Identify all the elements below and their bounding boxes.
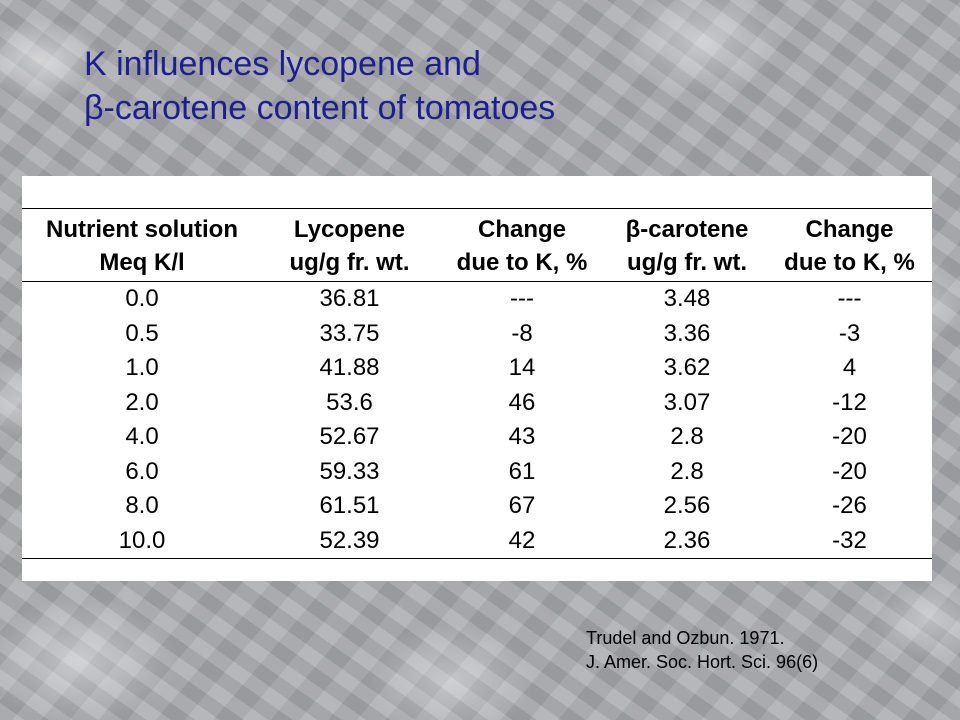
cell-lycopene-change: 43 <box>508 423 536 451</box>
cell-lycopene: 41.88 <box>319 354 380 382</box>
cell-lycopene-change: 67 <box>508 492 536 520</box>
header-lycopene-change: Change due to K, % <box>437 209 607 282</box>
cell-lycopene: 53.6 <box>326 388 373 416</box>
table-row <box>22 489 932 524</box>
cell-lycopene-change: 46 <box>508 388 536 416</box>
cell-k-level: 6.0 <box>125 457 159 485</box>
cell-lycopene-change: 42 <box>437 524 607 559</box>
table-row <box>22 351 932 386</box>
table-row <box>22 317 932 352</box>
table-panel <box>22 176 932 581</box>
cell-beta-carotene: 2.8 <box>670 423 704 451</box>
slide-title <box>84 42 555 130</box>
cell-k-level: 1.0 <box>125 354 159 382</box>
cell-beta-carotene-change: -32 <box>767 524 932 559</box>
citation-line-2: J. Amer. Soc. Hort. Sci. 96(6) <box>586 652 819 672</box>
cell-lycopene: 52.67 <box>319 423 380 451</box>
cell-lycopene-change: -8 <box>511 319 533 347</box>
cell-k-level: 2.0 <box>125 388 159 416</box>
cell-lycopene-change: --- <box>510 285 534 313</box>
cell-beta-carotene: 3.62 <box>663 354 711 382</box>
table-row <box>22 455 932 490</box>
cell-lycopene: 59.33 <box>319 457 380 485</box>
cell-beta-carotene-change: -20 <box>832 457 867 485</box>
cell-beta-carotene: 2.8 <box>670 457 704 485</box>
cell-lycopene: 52.39 <box>262 524 437 559</box>
citation <box>586 626 818 674</box>
cell-beta-carotene: 2.56 <box>663 492 711 520</box>
cell-beta-carotene-change: -3 <box>838 319 861 347</box>
header-beta-carotene-change: Change due to K, % <box>767 209 932 282</box>
cell-k-level: 4.0 <box>125 423 159 451</box>
citation-line-1: Trudel and Ozbun. 1971. <box>586 628 785 648</box>
cell-beta-carotene-change: 4 <box>842 354 857 382</box>
header-row <box>22 209 932 282</box>
data-table <box>22 208 932 559</box>
cell-lycopene: 33.75 <box>319 319 380 347</box>
cell-lycopene-change: 14 <box>508 354 536 382</box>
cell-k-level: 10.0 <box>22 524 262 559</box>
cell-lycopene: 61.51 <box>319 492 380 520</box>
header-lycopene: Lycopene ug/g fr. wt. <box>262 209 437 282</box>
cell-beta-carotene-change: -26 <box>832 492 867 520</box>
cell-k-level: 0.0 <box>125 285 159 313</box>
cell-beta-carotene-change: -20 <box>832 423 867 451</box>
table-row <box>22 386 932 421</box>
cell-beta-carotene: 3.48 <box>663 285 711 313</box>
cell-beta-carotene-change: --- <box>837 285 862 313</box>
table-row <box>22 420 932 455</box>
cell-beta-carotene: 3.36 <box>663 319 711 347</box>
cell-k-level: 0.5 <box>125 319 159 347</box>
table-row <box>22 524 932 559</box>
cell-lycopene-change: 61 <box>508 457 536 485</box>
cell-lycopene: 36.81 <box>319 285 380 313</box>
header-beta-carotene: β-carotene ug/g fr. wt. <box>607 209 767 282</box>
cell-beta-carotene: 3.07 <box>663 388 711 416</box>
cell-beta-carotene: 2.36 <box>607 524 767 559</box>
header-nutrient-solution: Nutrient solution Meq K/l <box>22 209 262 282</box>
cell-beta-carotene-change: -12 <box>832 388 867 416</box>
cell-k-level: 8.0 <box>125 492 159 520</box>
title-line-2: β-carotene content of tomatoes <box>84 89 556 127</box>
table-row <box>22 282 932 317</box>
title-line-1: K influences lycopene and <box>84 45 481 83</box>
